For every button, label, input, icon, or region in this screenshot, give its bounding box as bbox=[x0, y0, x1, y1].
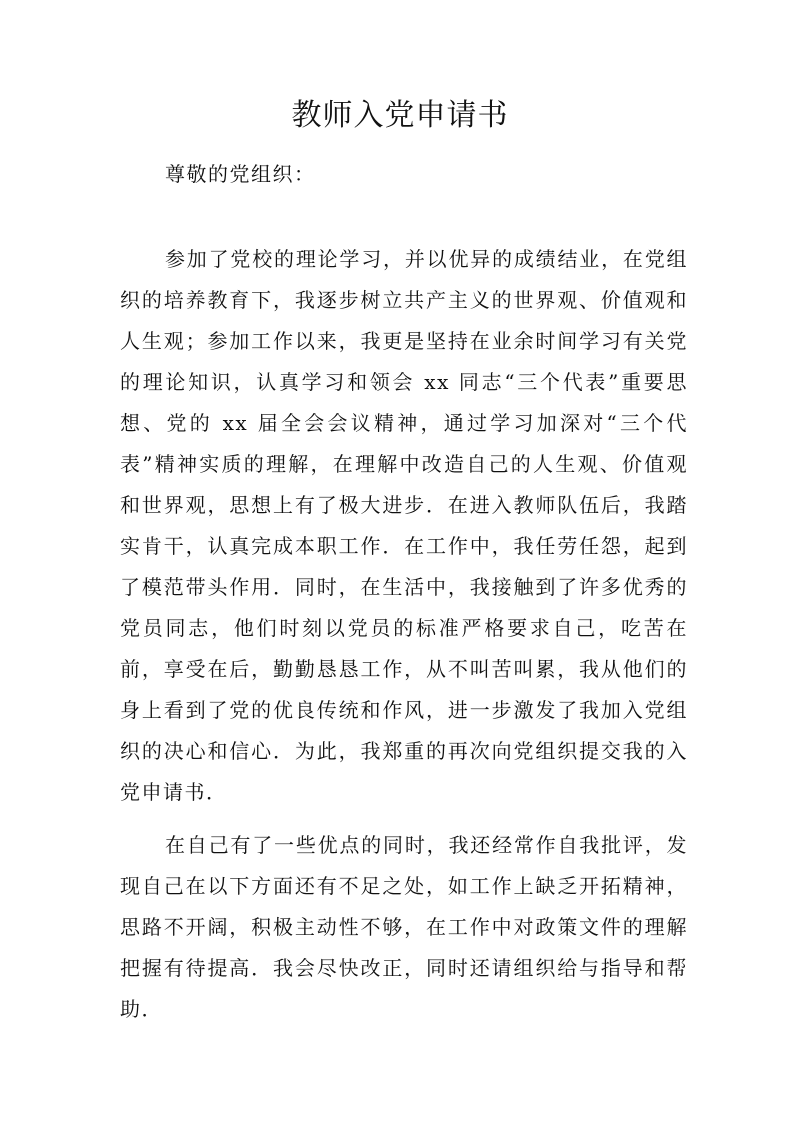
body-paragraph: 在自己有了一些优点的同时，我还经常作自我批评，发现自己在以下方面还有不足之处，如工作上缺乏开拓精神，思路不开阔，积极主动性不够，在工作中对政策文件的理解把握有待提高．我会尽快改正，同时还请组织给与指导和帮助． bbox=[120, 833, 688, 1021]
body-paragraph: 参加了党校的理论学习，并以优异的成绩结业，在党组织的培养教育下，我逐步树立共产主义的世界观、价值观和人生观；参加工作以来，我更是坚持在业余时间学习有关党的理论知识，认真学习和领会 xx 同志“三个代表”重要思想、党的 xx 届全会会议精神，通过学习加深对“三个代表”精神实质的理解，在理解中改造自己的人生观、价值观和世界观，思想上有了极大进步．在进入教师队伍后，我踏实肯干，认真完成本职工作．在工作中，我任劳任怨，起到了模范带头作用．同时，在生活中，我接触到了许多优秀的党员同志，他们时刻以党员的标准严格要求自己，吃苦在前，享受在后，勤勤恳恳工作，从不叫苦叫累，我从他们的身上看到了党的优良传统和作风，进一步激发了我加入党组织的决心和信心．为此，我郑重的再次向党组织提交我的入党申请书． bbox=[120, 247, 688, 804]
document-title: 教师入党申请书 bbox=[291, 98, 509, 133]
salutation: 尊敬的党组织： bbox=[165, 162, 316, 186]
